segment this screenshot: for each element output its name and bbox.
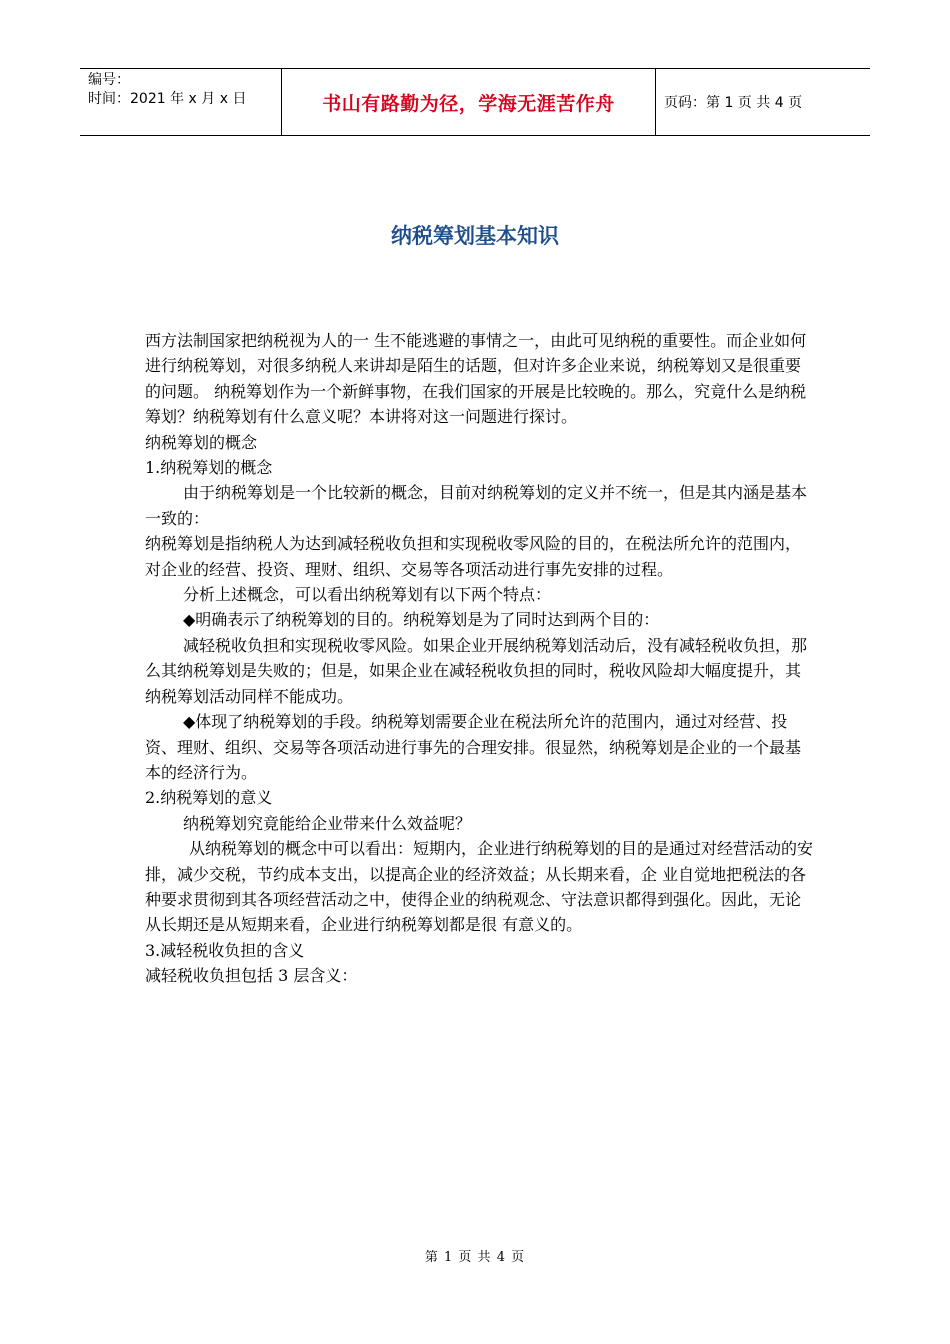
- bullet-paragraph: ◆体现了纳税筹划的手段。纳税筹划需要企业在税法所允许的范围内，通过对经营、投资、理财、组织、交易等各项活动进行事先的合理安排。很显然，纳税筹划是企业的一个最基本的经济行为。: [145, 712, 802, 782]
- body-paragraph: 减轻税收负担和实现税收零风险。如果企业开展纳税筹划活动后，没有减轻税收负担，那么其纳税筹划是失败的；但是，如果企业在减轻税收负担的同时，税收风险却大幅度提升，其纳税筹划活动同样不能成功。: [145, 635, 808, 706]
- section-heading: 3.减轻税收负担的含义: [145, 940, 305, 960]
- body-paragraph: 纳税筹划究竟能给企业带来什么效益呢？: [183, 813, 472, 833]
- document-title: 纳税筹划基本知识: [391, 224, 559, 248]
- document-header: [80, 68, 870, 136]
- section-heading: 纳税筹划的概念: [145, 432, 258, 452]
- header-page-info: 页码：第 1 页 共 4 页: [664, 95, 803, 111]
- body-paragraph: 从纳税筹划的概念中可以看出：短期内，企业进行纳税筹划的目的是通过对经营活动的安排，减少交税，节约成本支出，以提高企业的经济效益；从长期来看，企 业自觉地把税法的各种要求贯彻到其各项经营活动之中，使得企业的纳税观念、守法意识都得到强化。因此，无论从长期还是从短期来看，企业进行纳税筹划都是很 有意义的。: [145, 839, 814, 935]
- bullet-paragraph: ◆明确表示了纳税筹划的目的。纳税筹划是为了同时达到两个目的：: [183, 610, 660, 630]
- document-date: 时间：2021 年 x 月 x 日: [88, 91, 247, 107]
- body-paragraph: 由于纳税筹划是一个比较新的概念，目前对纳税筹划的定义并不统一，但是其内涵是基本一致的：: [145, 483, 808, 528]
- document-number-label: 编号：: [88, 72, 130, 88]
- section-heading: 2.纳税筹划的意义: [145, 788, 273, 808]
- document-body: [145, 328, 813, 989]
- body-paragraph: 减轻税收负担包括 3 层含义：: [145, 966, 358, 986]
- page-footer: 第 1 页 共 4 页: [424, 1250, 526, 1265]
- body-paragraph: 西方法制国家把纳税视为人的一 生不能逃避的事情之一，由此可见纳税的重要性。而企业如何进行纳税筹划，对很多纳税人来讲却是陌生的话题，但对许多企业来说，纳税筹划又是很重要的问题。 纳税筹划作为一个新鲜事物，在我们国家的开展是比较晚的。那么，究竟什么是纳税筹划？纳税筹划有什么意义呢？本讲将对这一问题进行探讨。: [145, 331, 807, 427]
- section-heading: 1.纳税筹划的概念: [145, 458, 273, 478]
- header-motto: 书山有路勤为径，学海无涯苦作舟: [282, 69, 656, 135]
- body-paragraph: 分析上述概念，可以看出纳税筹划有以下两个特点：: [183, 585, 552, 605]
- body-paragraph: 纳税筹划是指纳税人为达到减轻税收负担和实现税收零风险的目的，在税法所允许的范围内，对企业的经营、投资、理财、组织、交易等各项活动进行事先安排的过程。: [145, 534, 802, 579]
- header-meta: [80, 69, 282, 135]
